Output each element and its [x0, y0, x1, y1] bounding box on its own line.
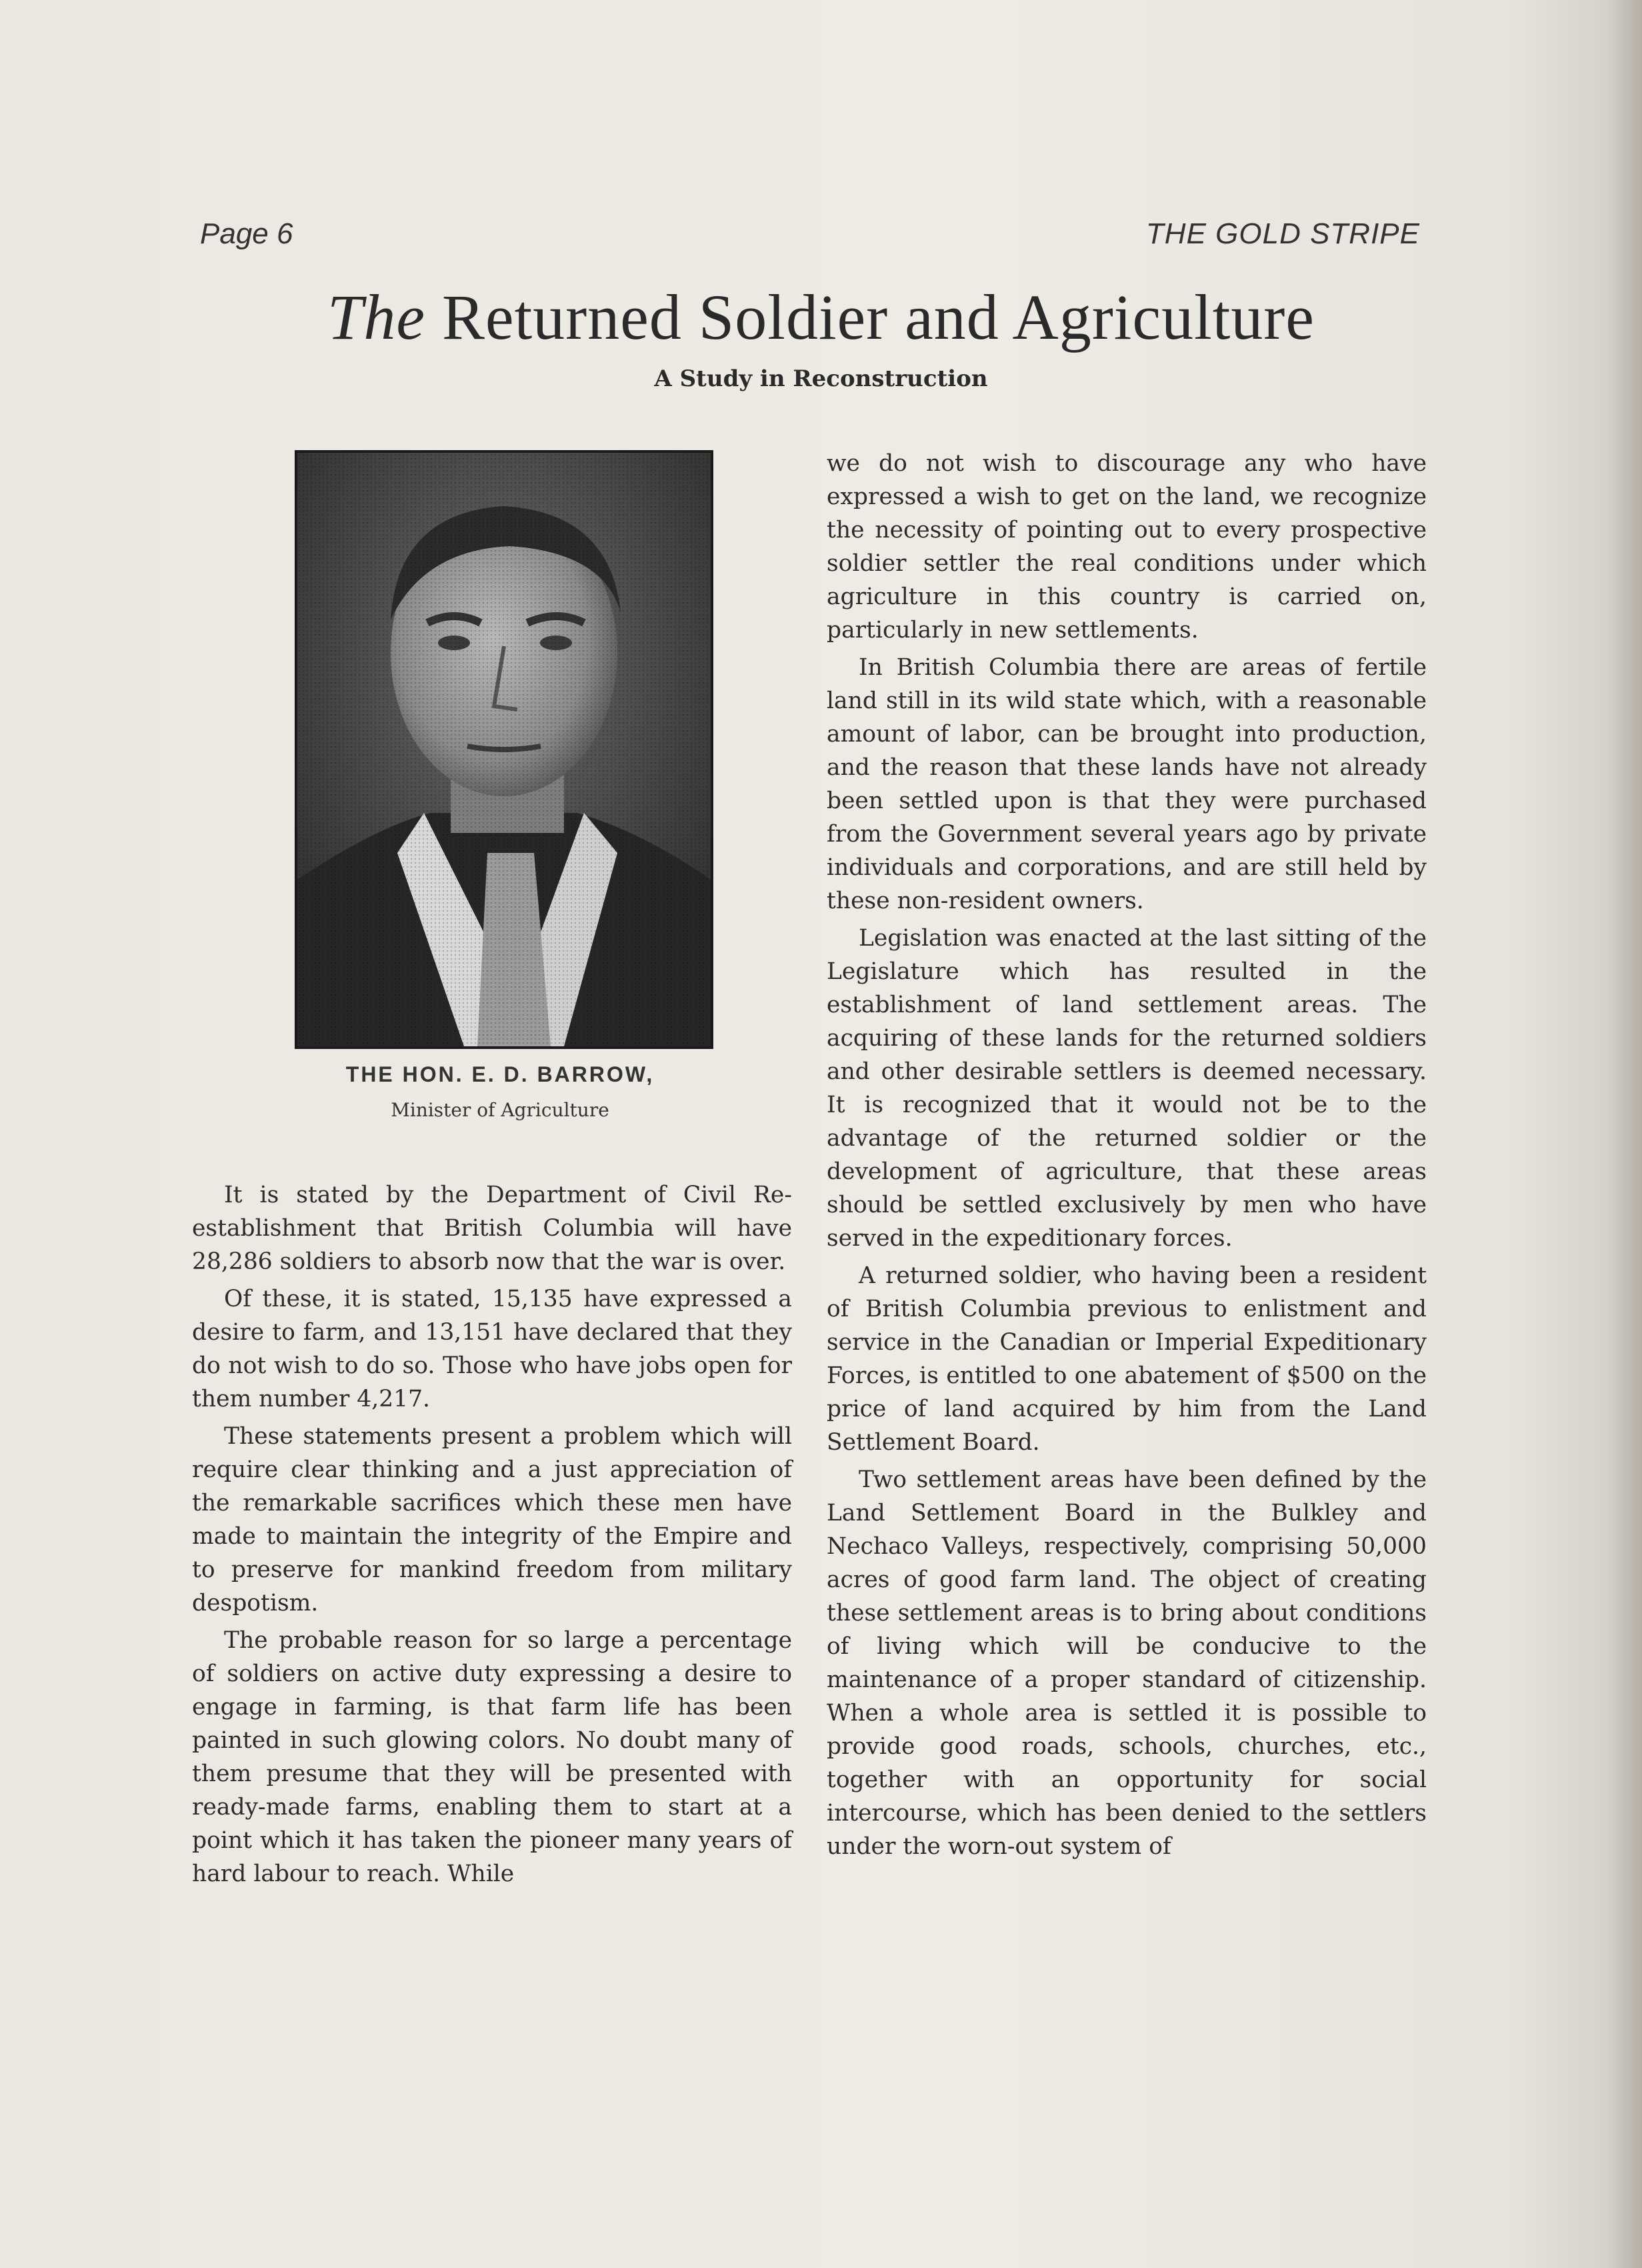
page-number: Page 6	[200, 217, 293, 250]
paragraph: Of these, it is stated, 15,135 have expressed a desire to farm, and 13,151 have declared that they do not wish to do so. Those who have jobs open for them number 4,217.	[192, 1286, 792, 1412]
portrait-caption-role: Minister of Agriculture	[391, 1099, 609, 1121]
paragraph: The probable reason for so large a percentage of soldiers on active duty expressing a desire to engage in farming, is that farm life has been painted in such glowing colors. No doubt many of them presume that they will be presented with ready-made farms, enabling them to start at a point which it has taken the pioneer many years of hard labour to reach. While	[192, 1627, 792, 1887]
paragraph: It is stated by the Department of Civil Re-establishment that British Columbia will have 28,286 soldiers to absorb now that the war is over.	[192, 1182, 792, 1275]
paragraph: we do not wish to discourage any who have expressed a wish to get on the land, we recognize the necessity of pointing out to every prospective soldier settler the real conditions under which agriculture in this country is carried on, particularly in new settlements.	[827, 450, 1427, 644]
page-header	[200, 217, 1420, 257]
right-column	[827, 447, 1427, 1867]
article-title	[0, 280, 1642, 354]
article-subtitle: A Study in Reconstruction	[654, 365, 988, 392]
paragraph: A returned soldier, who having been a resident of British Columbia previous to enlistment and service in the Canadian or Imperial Expeditionary Forces, is entitled to one abatement of $500 on the price of land acquired by him from the Land Settlement Board.	[827, 1262, 1427, 1456]
paragraph: In British Columbia there are areas of fertile land still in its wild state which, with a reasonable amount of labor, can be brought into production, and the reason that these lands have not already been settled upon is that they were purchased from the Government several years ago by private individuals and corporations, and are still held by these non-resident owners.	[827, 654, 1427, 914]
title-main: Returned Soldier and Agriculture	[441, 281, 1315, 353]
left-column	[192, 1178, 792, 1895]
portrait-caption-name: THE HON. E. D. BARROW,	[345, 1062, 655, 1086]
portrait-image	[297, 453, 711, 1046]
title-prefix: The	[327, 281, 425, 353]
portrait-photo	[295, 450, 713, 1049]
paragraph: These statements present a problem which will require clear thinking and a just appreciation of the remarkable sacrifices which these men have made to maintain the integrity of the Empire and to preserve for mankind freedom from military despotism.	[192, 1423, 792, 1616]
publication-name: THE GOLD STRIPE	[1145, 217, 1420, 250]
paragraph: Two settlement areas have been defined by the Land Settlement Board in the Bulkley and Nechaco Valleys, respectively, comprising 50,000 acres of good farm land. The object of creating these settlement areas is to bring about conditions of living which will be conducive to the maintenance of a proper standard of citizenship. When a whole area is settled it is possible to provide good roads, schools, churches, etc., together with an opportunity for social intercourse, which has been denied to the settlers under the worn-out system of	[827, 1466, 1427, 1860]
paragraph: Legislation was enacted at the last sitting of the Legislature which has resulted in the establishment of land settlement areas. The acquiring of these lands for the returned soldiers and other desirable settlers is deemed necessary. It is recognized that it would not be to the advantage of the returned soldier or the development of agriculture, that these areas should be settled exclusively by men who have served in the expeditionary forces.	[827, 925, 1427, 1252]
